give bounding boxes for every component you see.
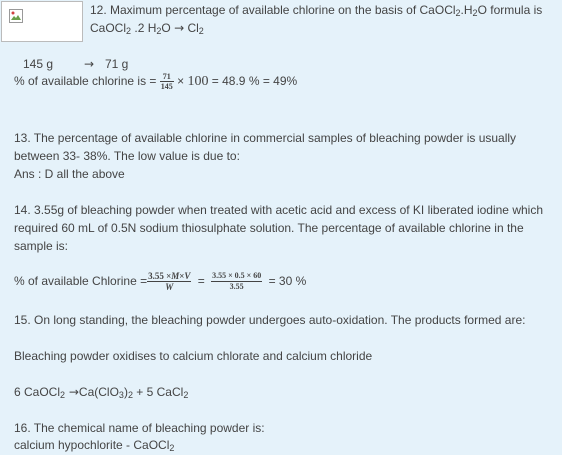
q12-mass-right: 71 g	[105, 57, 129, 71]
q12-calculation: % of available chlorine is = $\frac{71}{145}$ × 100 = 48.9 % = 49%	[14, 72, 298, 92]
q13-text-line2: between 33- 38%. The low value is due to:	[14, 149, 240, 163]
arrow-icon: →	[84, 57, 95, 71]
q14-text-line3: sample is:	[14, 239, 69, 253]
q13-text-line1: 13. The percentage of available chlorine in commercial samples of bleaching powder is usually	[14, 131, 517, 145]
arrow-icon: →	[65, 385, 79, 399]
q16-answer: calcium hypochlorite - CaOCl$_2$	[14, 438, 175, 453]
q12-reaction: CaOCl$_2$ .2 $H_2O \to Cl_2$	[90, 21, 204, 36]
q12-mass-arrow	[84, 57, 94, 71]
q14-text-line2: required 60 mL of 0.5N sodium thiosulphate solution. The percentage of available chlorine in the	[14, 221, 524, 235]
q15-text-line1: 15. On long standing, the bleaching powder undergoes auto-oxidation. The products formed are:	[14, 313, 526, 327]
q15-answer: Bleaching powder oxidises to calcium chlorate and calcium chloride	[14, 349, 373, 363]
q15-reaction: 6 CaOCl$_2$ $\to Ca(ClO_3)_2 + 5$ CaCl$_2$	[14, 385, 189, 400]
q12-mass-left: 145 g	[23, 57, 54, 71]
broken-image-icon	[9, 9, 23, 23]
q16-text-line1: 16. The chemical name of bleaching powder is:	[14, 421, 265, 435]
q13-answer: Ans : D all the above	[14, 167, 125, 181]
q14-calculation: % of available Chlorine = $\frac{3.55 \times M\times V}{W}$ = $\frac{3.55 \times 0.5 \times 60}{3.55}$ = 30 %	[14, 271, 307, 293]
image-placeholder	[1, 1, 83, 42]
q14-fraction-1: $\frac{3.55 \times M\times V}{W}$	[148, 271, 191, 293]
q14-text-line1: 14. 3.55g of bleaching powder when treated with acetic acid and excess of KI liberated iodine which	[14, 203, 543, 217]
q12-text-line1: 12. Maximum percentage of available chlorine on the basis of $CaOCl_2.H_2O$ formula is	[90, 3, 543, 18]
q14-fraction-2: $\frac{3.55 \times 0.5 \times 60}{3.55}$	[212, 271, 262, 292]
arrow-icon: →	[174, 21, 185, 35]
q12-fraction: $\frac{71}{145}$	[160, 72, 173, 92]
